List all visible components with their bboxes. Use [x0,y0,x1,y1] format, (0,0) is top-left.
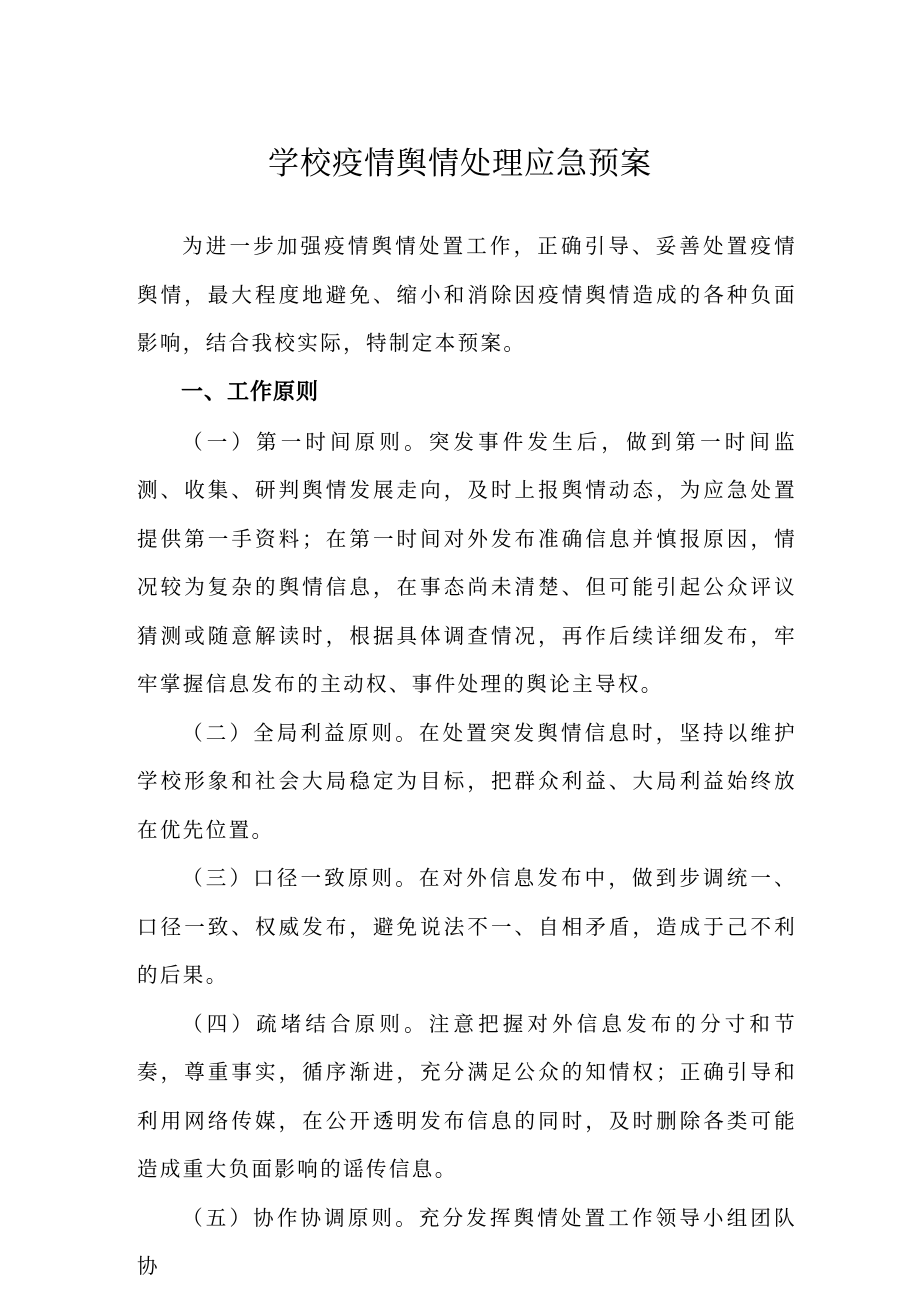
section-heading-work-principles: 一、工作原则 [181,379,320,405]
intro-paragraph: 为进一步加强疫情舆情处置工作，正确引导、妥善处置疫情舆情，最大程度地避免、缩小和消除因疫情舆情造成的各种负面影响，结合我校实际，特制定本预案。 [137,234,797,355]
principle-paragraph-3: （三）口径一致原则。在对外信息发布中，做到步调统一、口径一致、权威发布，避免说法不一、自相矛盾，造成于己不利的后果。 [137,866,797,987]
document-title: 学校疫情舆情处理应急预案 [268,146,652,182]
principle-paragraph-5: （五）协作协调原则。充分发挥舆情处置工作领导小组团队协 [137,1205,797,1278]
principle-paragraph-4: （四）疏堵结合原则。注意把握对外信息发布的分寸和节奏，尊重事实，循序渐进，充分满足公众的知情权；正确引导和利用网络传媒，在公开透明发布信息的同时，及时删除各类可能造成重大负面影响的谣传信息。 [137,1011,797,1181]
principle-paragraph-1: （一）第一时间原则。突发事件发生后，做到第一时间监测、收集、研判舆情发展走向，及时上报舆情动态，为应急处置提供第一手资料；在第一时间对外发布准确信息并慎报原因，情况较为复杂的舆情信息，在事态尚未清楚、但可能引起公众评议猜测或随意解读时，根据具体调查情况，再作后续详细发布，牢牢掌握信息发布的主动权、事件处理的舆论主导权。 [137,429,797,696]
principle-paragraph-2: （二）全局利益原则。在处置突发舆情信息时，坚持以维护学校形象和社会大局稳定为目标，把群众利益、大局利益始终放在优先位置。 [137,720,797,842]
document-body [137,222,797,1291]
